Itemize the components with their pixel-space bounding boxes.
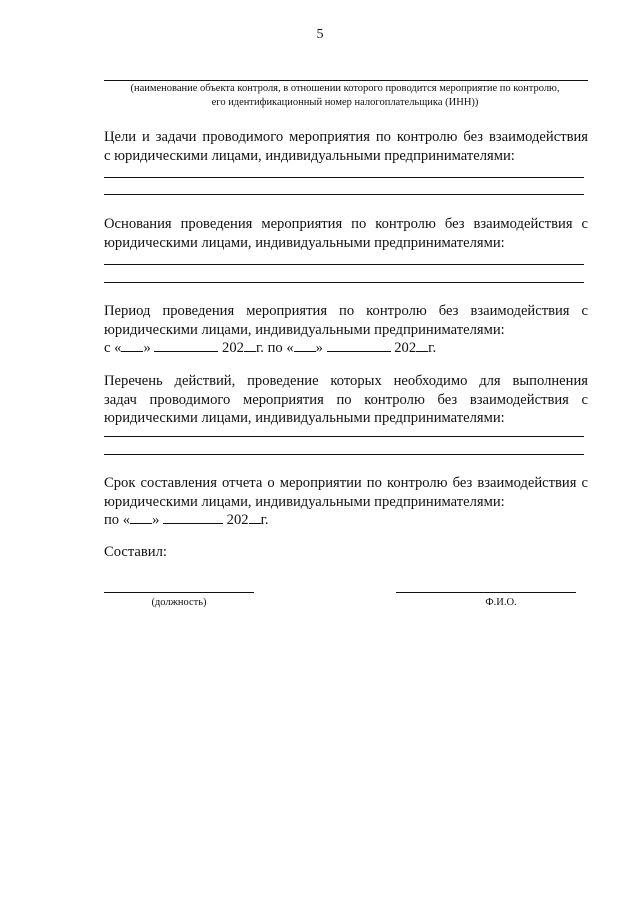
goals-fill-line-1 xyxy=(104,177,584,178)
report-deadline-paragraph xyxy=(104,474,588,511)
report-deadline-day-blank xyxy=(130,511,152,524)
report-deadline-year-prefix: 202 xyxy=(226,512,249,528)
object-name-caption-line2: его идентификационный номер налогоплательщика (ИНН)) xyxy=(211,97,479,108)
goals-paragraph xyxy=(104,128,588,165)
grounds-line1: Основания проведения мероприятия по контролю без взаимодействия с xyxy=(104,216,588,232)
position-signature-line xyxy=(104,592,254,593)
period-from-day-blank xyxy=(121,339,143,352)
period-from-prefix: с « xyxy=(104,340,122,356)
goals-fill-line-2 xyxy=(104,194,584,195)
period-to-year-prefix: 202 xyxy=(394,340,417,356)
period-to-day-blank xyxy=(294,339,316,352)
grounds-line2: юридическими лицами, индивидуальными предпринимателями: xyxy=(104,234,505,251)
grounds-fill-line-1 xyxy=(104,264,584,265)
period-from-year-prefix: 202 xyxy=(222,340,244,356)
period-to-month-blank xyxy=(327,339,391,352)
name-signature-line xyxy=(396,592,576,593)
period-to-year-blank xyxy=(416,339,428,352)
goals-line2: с юридическими лицами, индивидуальными предпринимателями: xyxy=(104,147,515,164)
page-number: 5 xyxy=(316,27,324,42)
report-deadline-line1: Срок составления отчета о мероприятии по контролю без взаимодействия с xyxy=(104,475,588,491)
grounds-paragraph xyxy=(104,215,588,252)
period-from-year-blank xyxy=(244,339,256,352)
grounds-fill-line-2 xyxy=(104,282,584,283)
period-line2: юридическими лицами, индивидуальными предпринимателями: xyxy=(104,321,505,338)
object-name-caption-line1: (наименование объекта контроля, в отношении которого проводится мероприятие по контролю, xyxy=(130,83,560,94)
report-deadline-mid: » xyxy=(152,512,160,528)
report-deadline-date xyxy=(104,511,269,530)
period-from-year-suffix: г. по « xyxy=(255,340,294,356)
actions-paragraph xyxy=(104,372,588,428)
actions-fill-line-2 xyxy=(104,454,584,455)
goals-line1: Цели и задачи проводимого мероприятия по контролю без взаимодействия xyxy=(104,129,588,145)
period-to-mid: » xyxy=(315,340,323,356)
position-caption: (должность) xyxy=(151,597,207,608)
compiled-by-label: Составил: xyxy=(104,544,167,560)
actions-fill-line-1 xyxy=(104,436,584,437)
period-dates xyxy=(104,339,436,358)
actions-line2: задач проводимого мероприятия по контролю без взаимодействия с xyxy=(104,391,588,408)
period-from-mid: » xyxy=(143,340,151,356)
report-deadline-month-blank xyxy=(163,511,223,524)
report-deadline-line2: юридическими лицами, индивидуальными предпринимателями: xyxy=(104,493,505,510)
period-paragraph xyxy=(104,302,588,339)
report-deadline-year-suffix: г. xyxy=(260,512,269,528)
period-to-year-suffix: г. xyxy=(428,340,437,356)
period-from-month-blank xyxy=(154,339,218,352)
actions-line1: Перечень действий, проведение которых необходимо для выполнения xyxy=(104,373,588,389)
object-name-line xyxy=(104,80,588,81)
actions-line3: юридическими лицами, индивидуальными предпринимателями: xyxy=(104,410,505,426)
name-caption: Ф.И.О. xyxy=(485,597,517,608)
period-line1: Период проведения мероприятия по контролю без взаимодействия с xyxy=(104,303,588,319)
report-deadline-prefix: по « xyxy=(104,512,131,528)
report-deadline-year-blank xyxy=(249,511,261,524)
